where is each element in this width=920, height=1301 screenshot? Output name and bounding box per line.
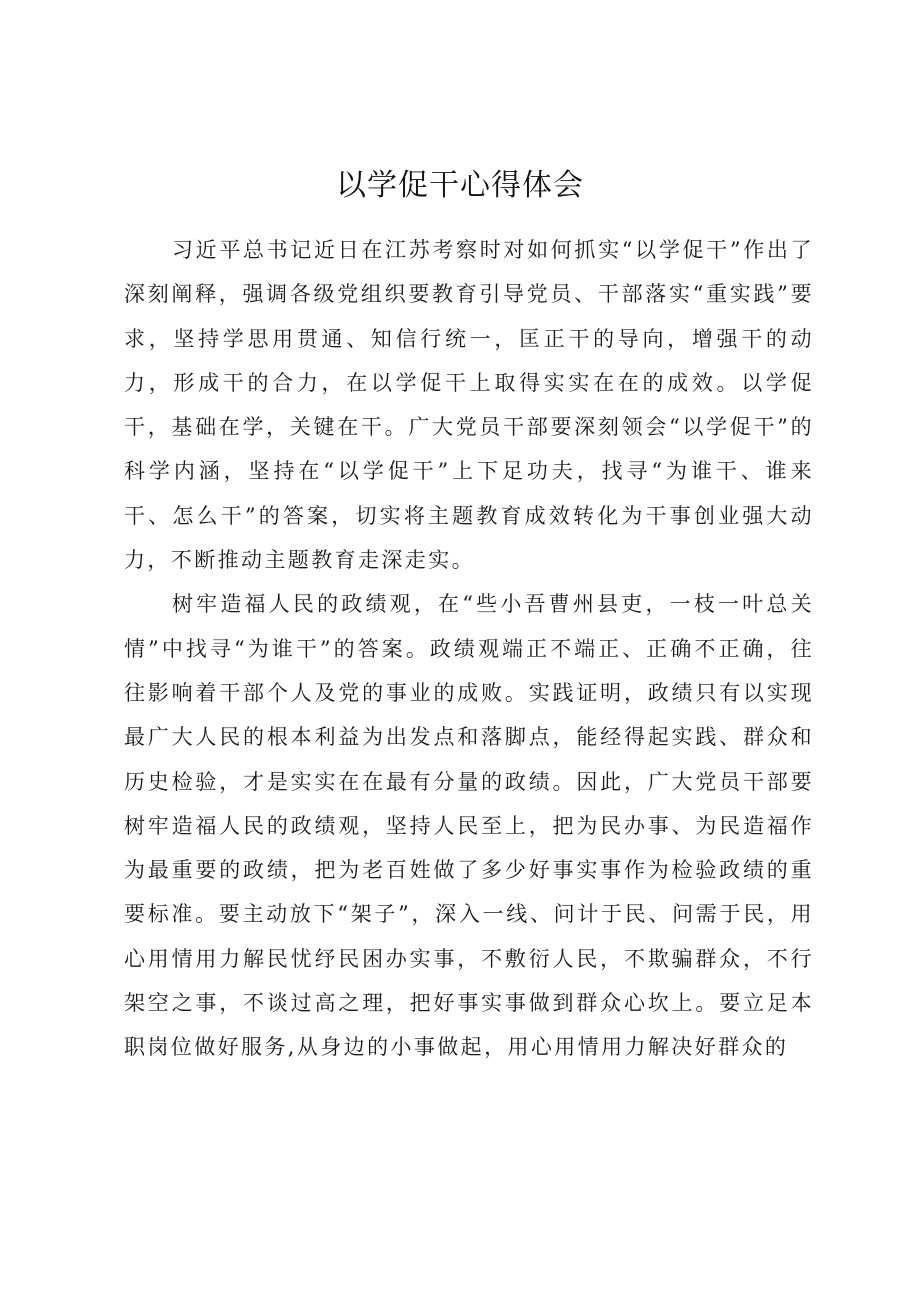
document-title: 以学促干心得体会 (336, 168, 584, 203)
paragraph-2: 树牢造福人民的政绩观，在“些小吾曹州县吏，一枝一叶总关情”中找寻“为谁干”的答案。政绩观端正不端正、正确不正确，往往影响着干部个人及党的事业的成败。实践证明，政绩只有以实现最广大人民的根本利益为出发点和落脚点，能经得起实践、群众和历史检验，才是实实在在最有分量的政绩。因此，广大党员干部要树牢造福人民的政绩观，坚持人民至上，把为民办事、为民造福作为最重要的政绩，把为老百姓做了多少好事实事作为检验政绩的重要标准。要主动放下“架子”，深入一线、问计于民、问需于民，用心用情用力解民忧纾民困办实事，不敷衍人民，不欺骗群众，不行架空之事，不谈过高之理，把好事实事做到群众心坎上。要立足本职岗位做好服务,从身边的小事做起，用心用情用力解决好群众的 (124, 592, 814, 1060)
paragraph-1: 习近平总书记近日在江苏考察时对如何抓实“以学促干”作出了深刻阐释，强调各级党组织要教育引导党员、干部落实“重实践”要求，坚持学思用贯通、知信行统一，匡正干的导向，增强干的动力，形成干的合力，在以学促干上取得实实在在的成效。以学促干，基础在学，关键在干。广大党员干部要深刻领会“以学促干”的科学内涵，坚持在“以学促干”上下足功夫，找寻“为谁干、谁来干、怎么干”的答案，切实将主题教育成效转化为干事创业强大动力，不断推动主题教育走深走实。 (124, 238, 814, 573)
document-body (124, 228, 814, 1070)
